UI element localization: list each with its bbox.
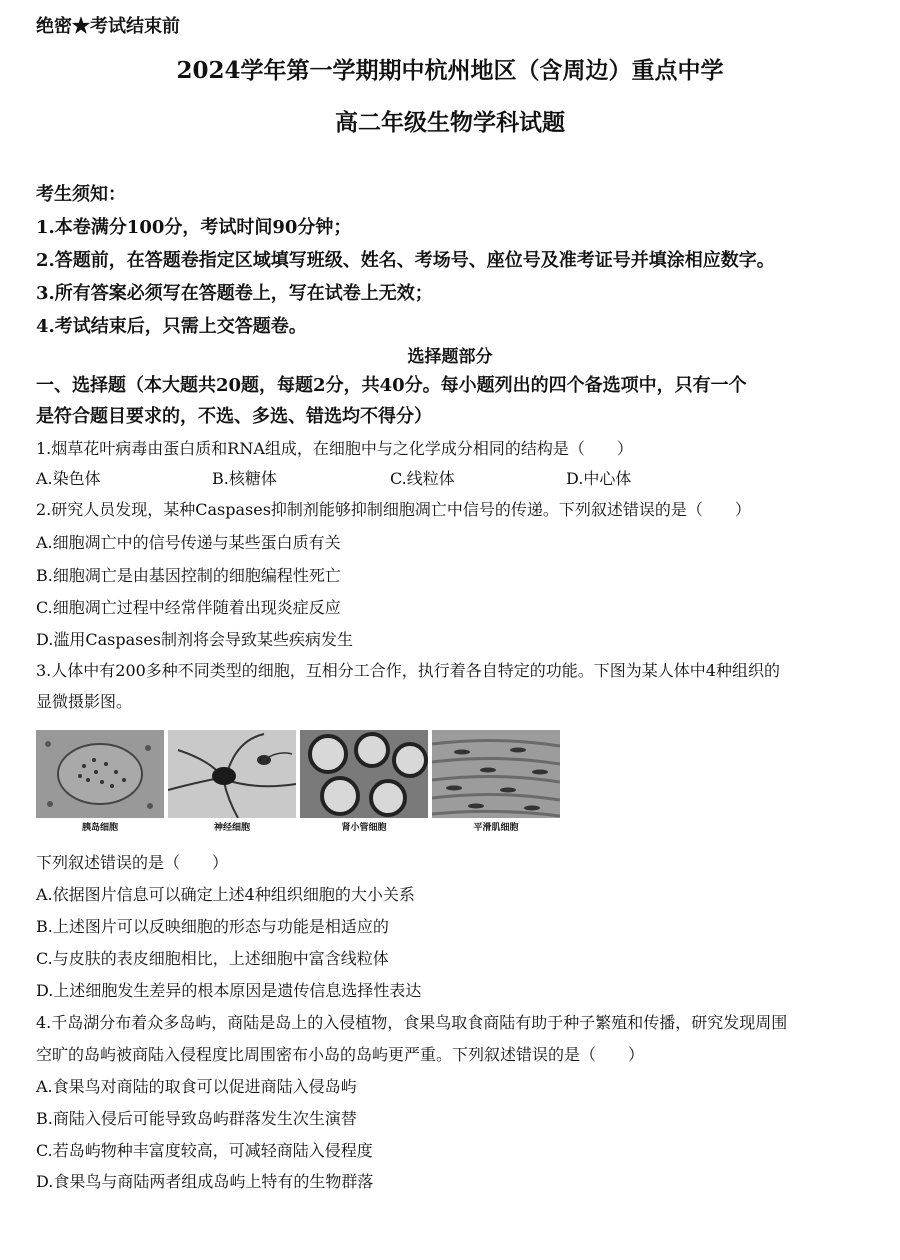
q3-option-c: C.与皮肤的表皮细胞相比，上述细胞中富含线粒体 (36, 949, 389, 968)
exam-title-line1: 2024学年第一学期期中杭州地区（含周边）重点中学 (176, 57, 724, 84)
notice-item-1: 1.本卷满分100分，考试时间90分钟； (36, 217, 352, 238)
q1-option-d: D.中心体 (566, 469, 632, 488)
nerve-cell-micrograph (168, 730, 296, 818)
notice-item-3: 3.所有答案必须写在答题卷上，写在试卷上无效； (36, 283, 433, 304)
renal-tubule-cell-micrograph (300, 730, 428, 818)
section-instruction-line2: 是符合题目要求的，不选、多选、错选均不得分） (36, 406, 432, 427)
notice-heading: 考生须知： (36, 184, 126, 205)
q4-option-b: B.商陆入侵后可能导致岛屿群落发生次生演替 (36, 1109, 357, 1128)
caption-nerve-cell: 神经细胞 (213, 823, 250, 833)
q2-option-d: D.滥用Caspases制剂将会导致某些疾病发生 (36, 630, 354, 649)
q4-stem-line1: 4.千岛湖分布着众多岛屿，商陆是岛上的入侵植物，食果鸟取食商陆有助于种子繁殖和传播，研究发现周围 (36, 1013, 788, 1032)
q3-option-b: B.上述图片可以反映细胞的形态与功能是相适应的 (36, 917, 389, 936)
notice-item-4: 4.考试结束后，只需上交答题卷。 (36, 316, 307, 337)
section-instruction-line1: 一、选择题（本大题共20题，每题2分，共40分。每小题列出的四个备选项中，只有一个 (36, 375, 747, 396)
section-title: 选择题部分 (407, 347, 493, 367)
q1-stem: 1.烟草花叶病毒由蛋白质和RNA组成，在细胞中与之化学成分相同的结构是（ ） (36, 439, 633, 458)
q3-prompt: 下列叙述错误的是（ ） (36, 853, 229, 872)
q4-stem-line2: 空旷的岛屿被商陆入侵程度比周围密布小岛的岛屿更严重。下列叙述错误的是（ ） (36, 1045, 645, 1064)
notice-item-2: 2.答题前，在答题卷指定区域填写班级、姓名、考场号、座位号及准考证号并填涂相应数字。 (36, 250, 775, 271)
q1-option-b: B.核糖体 (212, 469, 277, 488)
q2-option-c: C.细胞凋亡过程中经常伴随着出现炎症反应 (36, 598, 341, 617)
caption-islet-cell: 胰岛细胞 (81, 823, 118, 833)
smooth-muscle-cell-micrograph (432, 730, 560, 818)
q2-option-b: B.细胞凋亡是由基因控制的细胞编程性死亡 (36, 566, 341, 585)
caption-smooth-muscle-cell: 平滑肌细胞 (473, 823, 519, 833)
q3-stem-line2: 显微摄影图。 (36, 692, 133, 711)
q4-option-c: C.若岛屿物种丰富度较高，可减轻商陆入侵程度 (36, 1141, 373, 1160)
q3-option-a: A.依据图片信息可以确定上述4种组织细胞的大小关系 (36, 885, 415, 904)
caption-renal-tubule-cell: 肾小管细胞 (341, 823, 387, 833)
q2-stem: 2.研究人员发现，某种Caspases抑制剂能够抑制细胞凋亡中信号的传递。下列叙述错误的是（ ） (36, 500, 751, 519)
q1-option-c: C.线粒体 (390, 469, 455, 488)
exam-title-line2: 高二年级生物学科试题 (335, 109, 565, 136)
q3-stem-line1: 3.人体中有200多种不同类型的细胞，互相分工合作，执行着各自特定的功能。下图为某人体中4种组织的 (36, 661, 780, 680)
q2-option-a: A.细胞凋亡中的信号传递与某些蛋白质有关 (36, 533, 341, 552)
q4-option-a: A.食果鸟对商陆的取食可以促进商陆入侵岛屿 (36, 1077, 357, 1096)
tissue-micrograph-figure (36, 726, 560, 836)
q1-option-a: A.染色体 (36, 469, 101, 488)
islet-cell-micrograph (36, 730, 164, 818)
q4-option-d: D.食果鸟与商陆两者组成岛屿上特有的生物群落 (36, 1172, 374, 1191)
q3-option-d: D.上述细胞发生差异的根本原因是遗传信息选择性表达 (36, 981, 422, 1000)
secret-mark: 绝密★考试结束前 (36, 16, 180, 37)
